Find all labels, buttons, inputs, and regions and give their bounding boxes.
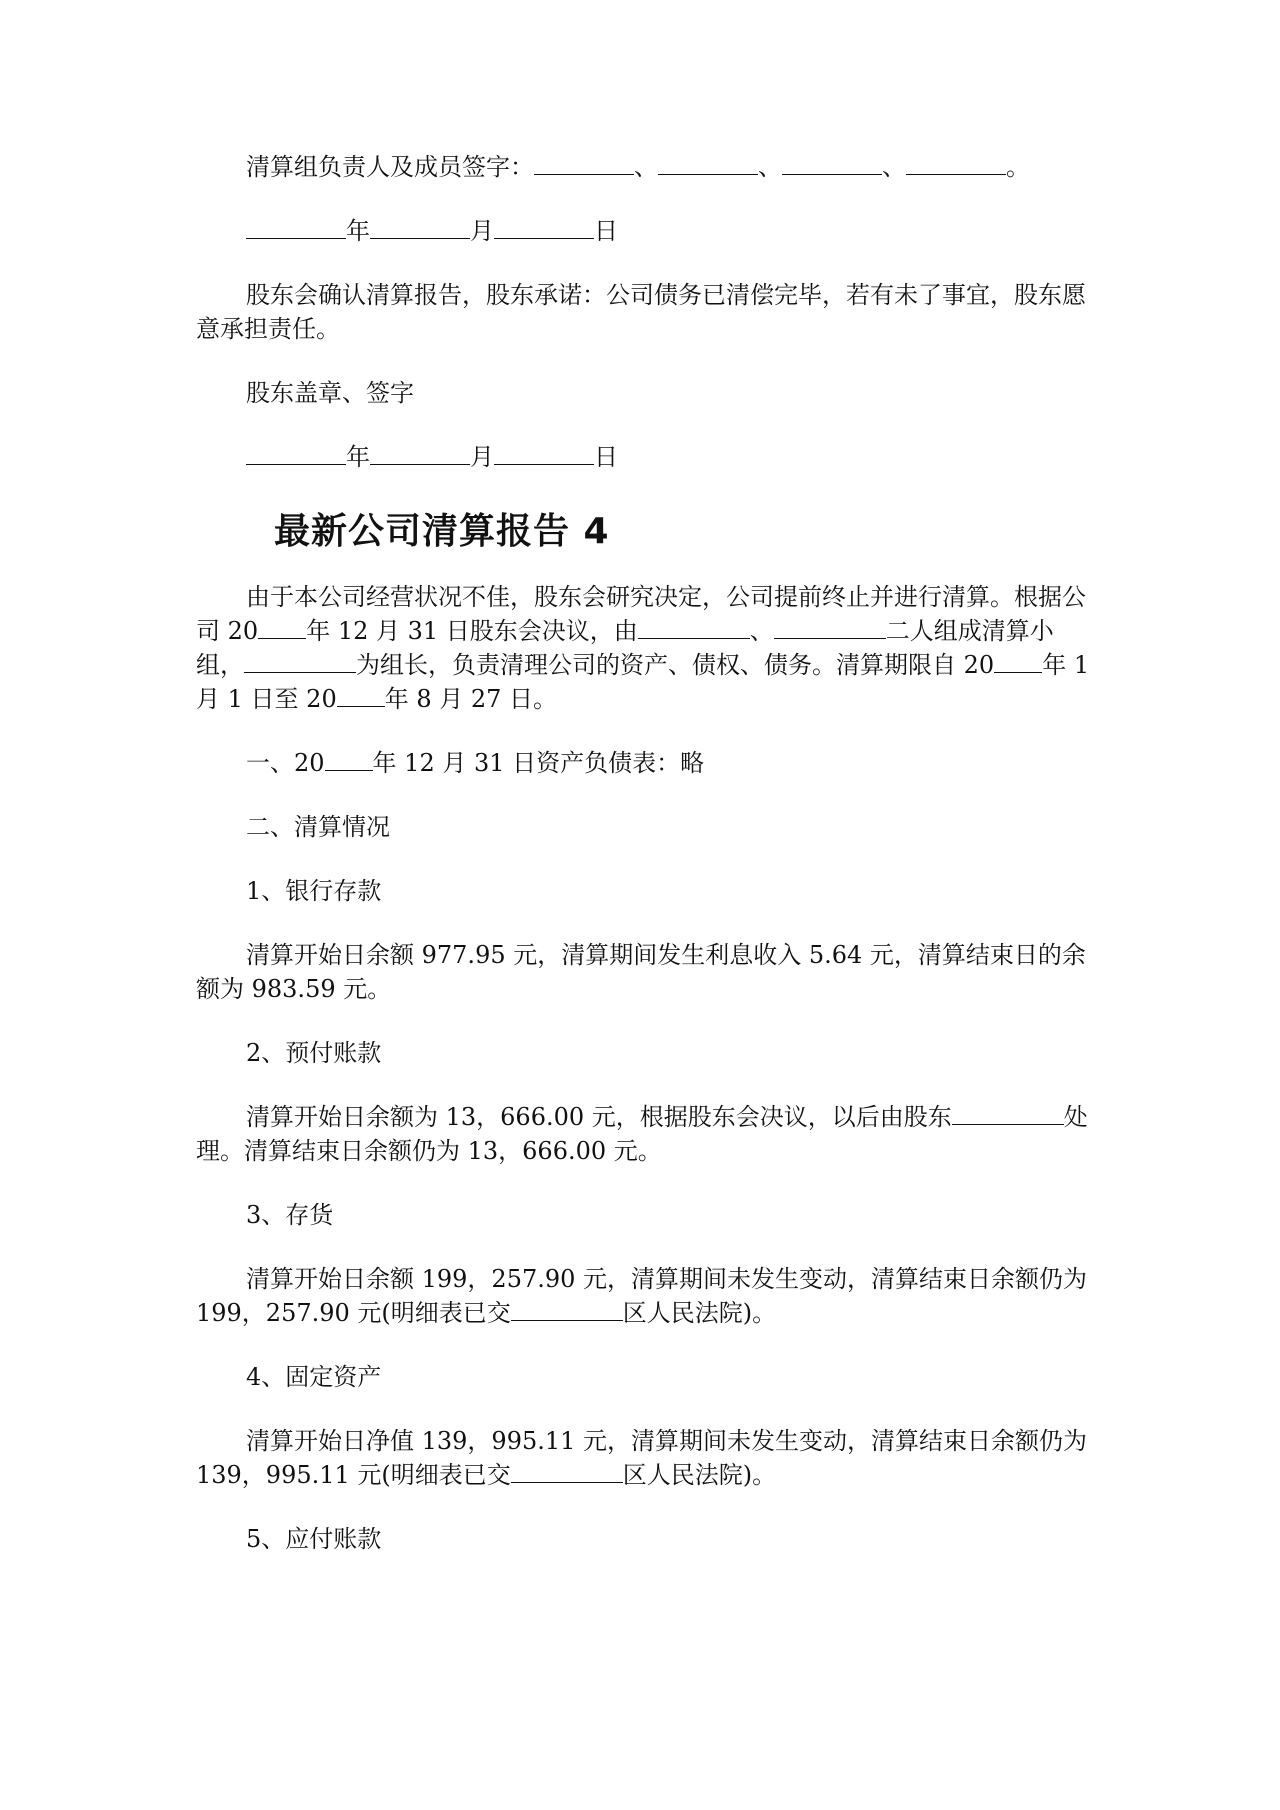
month-label: 月 — [470, 217, 494, 245]
blank-line — [244, 650, 356, 673]
sub-heading-accounts-payable: 5、应付账款 — [246, 1525, 382, 1553]
intro-text: 年 1 月 1 日至 — [196, 651, 1090, 713]
sub-heading-prepayments: 2、预付账款 — [246, 1039, 382, 1067]
paragraph-text: 区人民法院)。 — [622, 1299, 777, 1327]
year-label: 年 — [346, 443, 370, 471]
separator: 、 — [882, 153, 906, 181]
sub-heading-inventory: 3、存货 — [246, 1201, 334, 1229]
blank-line — [246, 442, 346, 465]
intro-text: 二人组成清算小组， — [196, 617, 1054, 679]
blank-line — [325, 748, 373, 771]
blank-line — [370, 216, 470, 239]
date-line-2 — [196, 440, 1096, 474]
blank-line — [511, 1298, 623, 1321]
year-label: 年 — [346, 217, 370, 245]
year-prefix: 20 — [294, 749, 325, 777]
blank-line — [258, 616, 306, 639]
paragraph-text: 处理。清算结束日余额仍为 13，666.00 元。 — [196, 1103, 1088, 1165]
blank-line — [638, 616, 750, 639]
sub-heading-fixed-assets: 4、固定资产 — [246, 1363, 382, 1391]
document-content — [196, 150, 1096, 1586]
shareholder-seal-label: 股东盖章、签字 — [246, 379, 414, 407]
year-prefix: 20 — [227, 617, 259, 645]
blank-line — [906, 152, 1006, 175]
blank-line — [952, 1102, 1064, 1125]
blank-line — [774, 616, 886, 639]
section-title: 最新公司清算报告 4 — [274, 511, 610, 552]
blank-line — [494, 216, 594, 239]
sub-heading-bank-deposit: 1、银行存款 — [246, 877, 382, 905]
signature-members-line — [196, 150, 1096, 184]
intro-text: 年 8 月 27 日。 — [384, 685, 558, 713]
year-prefix: 20 — [963, 651, 995, 679]
paragraph-text: 清算开始日余额为 13，666.00 元，根据股东会决议，以后由股东 — [246, 1103, 952, 1131]
day-label: 日 — [594, 443, 618, 471]
intro-text: 为组长，负责清理公司的资产、债权、债务。清算期限自 — [356, 651, 956, 679]
date-line-1 — [196, 214, 1096, 248]
separator: 、 — [749, 617, 774, 645]
blank-line — [511, 1460, 623, 1483]
separator: 、 — [758, 153, 782, 181]
paragraph-text: 区人民法院)。 — [622, 1461, 777, 1489]
blank-line — [494, 442, 594, 465]
intro-text: 年 12 月 31 日股东会决议，由 — [306, 617, 638, 645]
intro-text: 由于本公司经营状况不佳，股东会研究决定，公司提前终止并进行清算。根据公司 — [196, 583, 1086, 645]
item-balance-sheet — [196, 746, 1096, 780]
blank-line — [370, 442, 470, 465]
prepayments-text — [196, 1100, 1096, 1168]
blank-line — [337, 684, 385, 707]
blank-line — [246, 216, 346, 239]
year-prefix: 20 — [306, 685, 337, 713]
day-label: 日 — [594, 217, 618, 245]
item-liquidation-status: 二、清算情况 — [246, 813, 390, 841]
inventory-text — [196, 1262, 1096, 1330]
blank-line — [782, 152, 882, 175]
section-intro — [196, 580, 1096, 716]
item-number: 一、 — [246, 749, 294, 777]
fixed-assets-text — [196, 1424, 1096, 1492]
separator: 、 — [634, 153, 658, 181]
blank-line — [658, 152, 758, 175]
month-label: 月 — [470, 443, 494, 471]
blank-line — [534, 152, 634, 175]
paragraph-text: 清算开始日余额 199，257.90 元，清算期间未发生变动，清算结束日余额仍为 199，257.90 元(明细表已交 — [196, 1265, 1088, 1327]
period: 。 — [1006, 153, 1030, 181]
item-text: 年 12 月 31 日资产负债表：略 — [372, 749, 705, 777]
shareholder-confirmation: 股东会确认清算报告，股东承诺：公司债务已清偿完毕，若有未了事宜，股东愿意承担责任。 — [196, 281, 1086, 343]
blank-line — [994, 650, 1042, 673]
signature-members-label: 清算组负责人及成员签字： — [246, 153, 534, 181]
paragraph-text: 清算开始日净值 139，995.11 元，清算期间未发生变动，清算结束日余额仍为 139，995.11 元(明细表已交 — [196, 1427, 1088, 1489]
bank-deposit-text: 清算开始日余额 977.95 元，清算期间发生利息收入 5.64 元，清算结束日的余额为 983.59 元。 — [196, 941, 1086, 1003]
